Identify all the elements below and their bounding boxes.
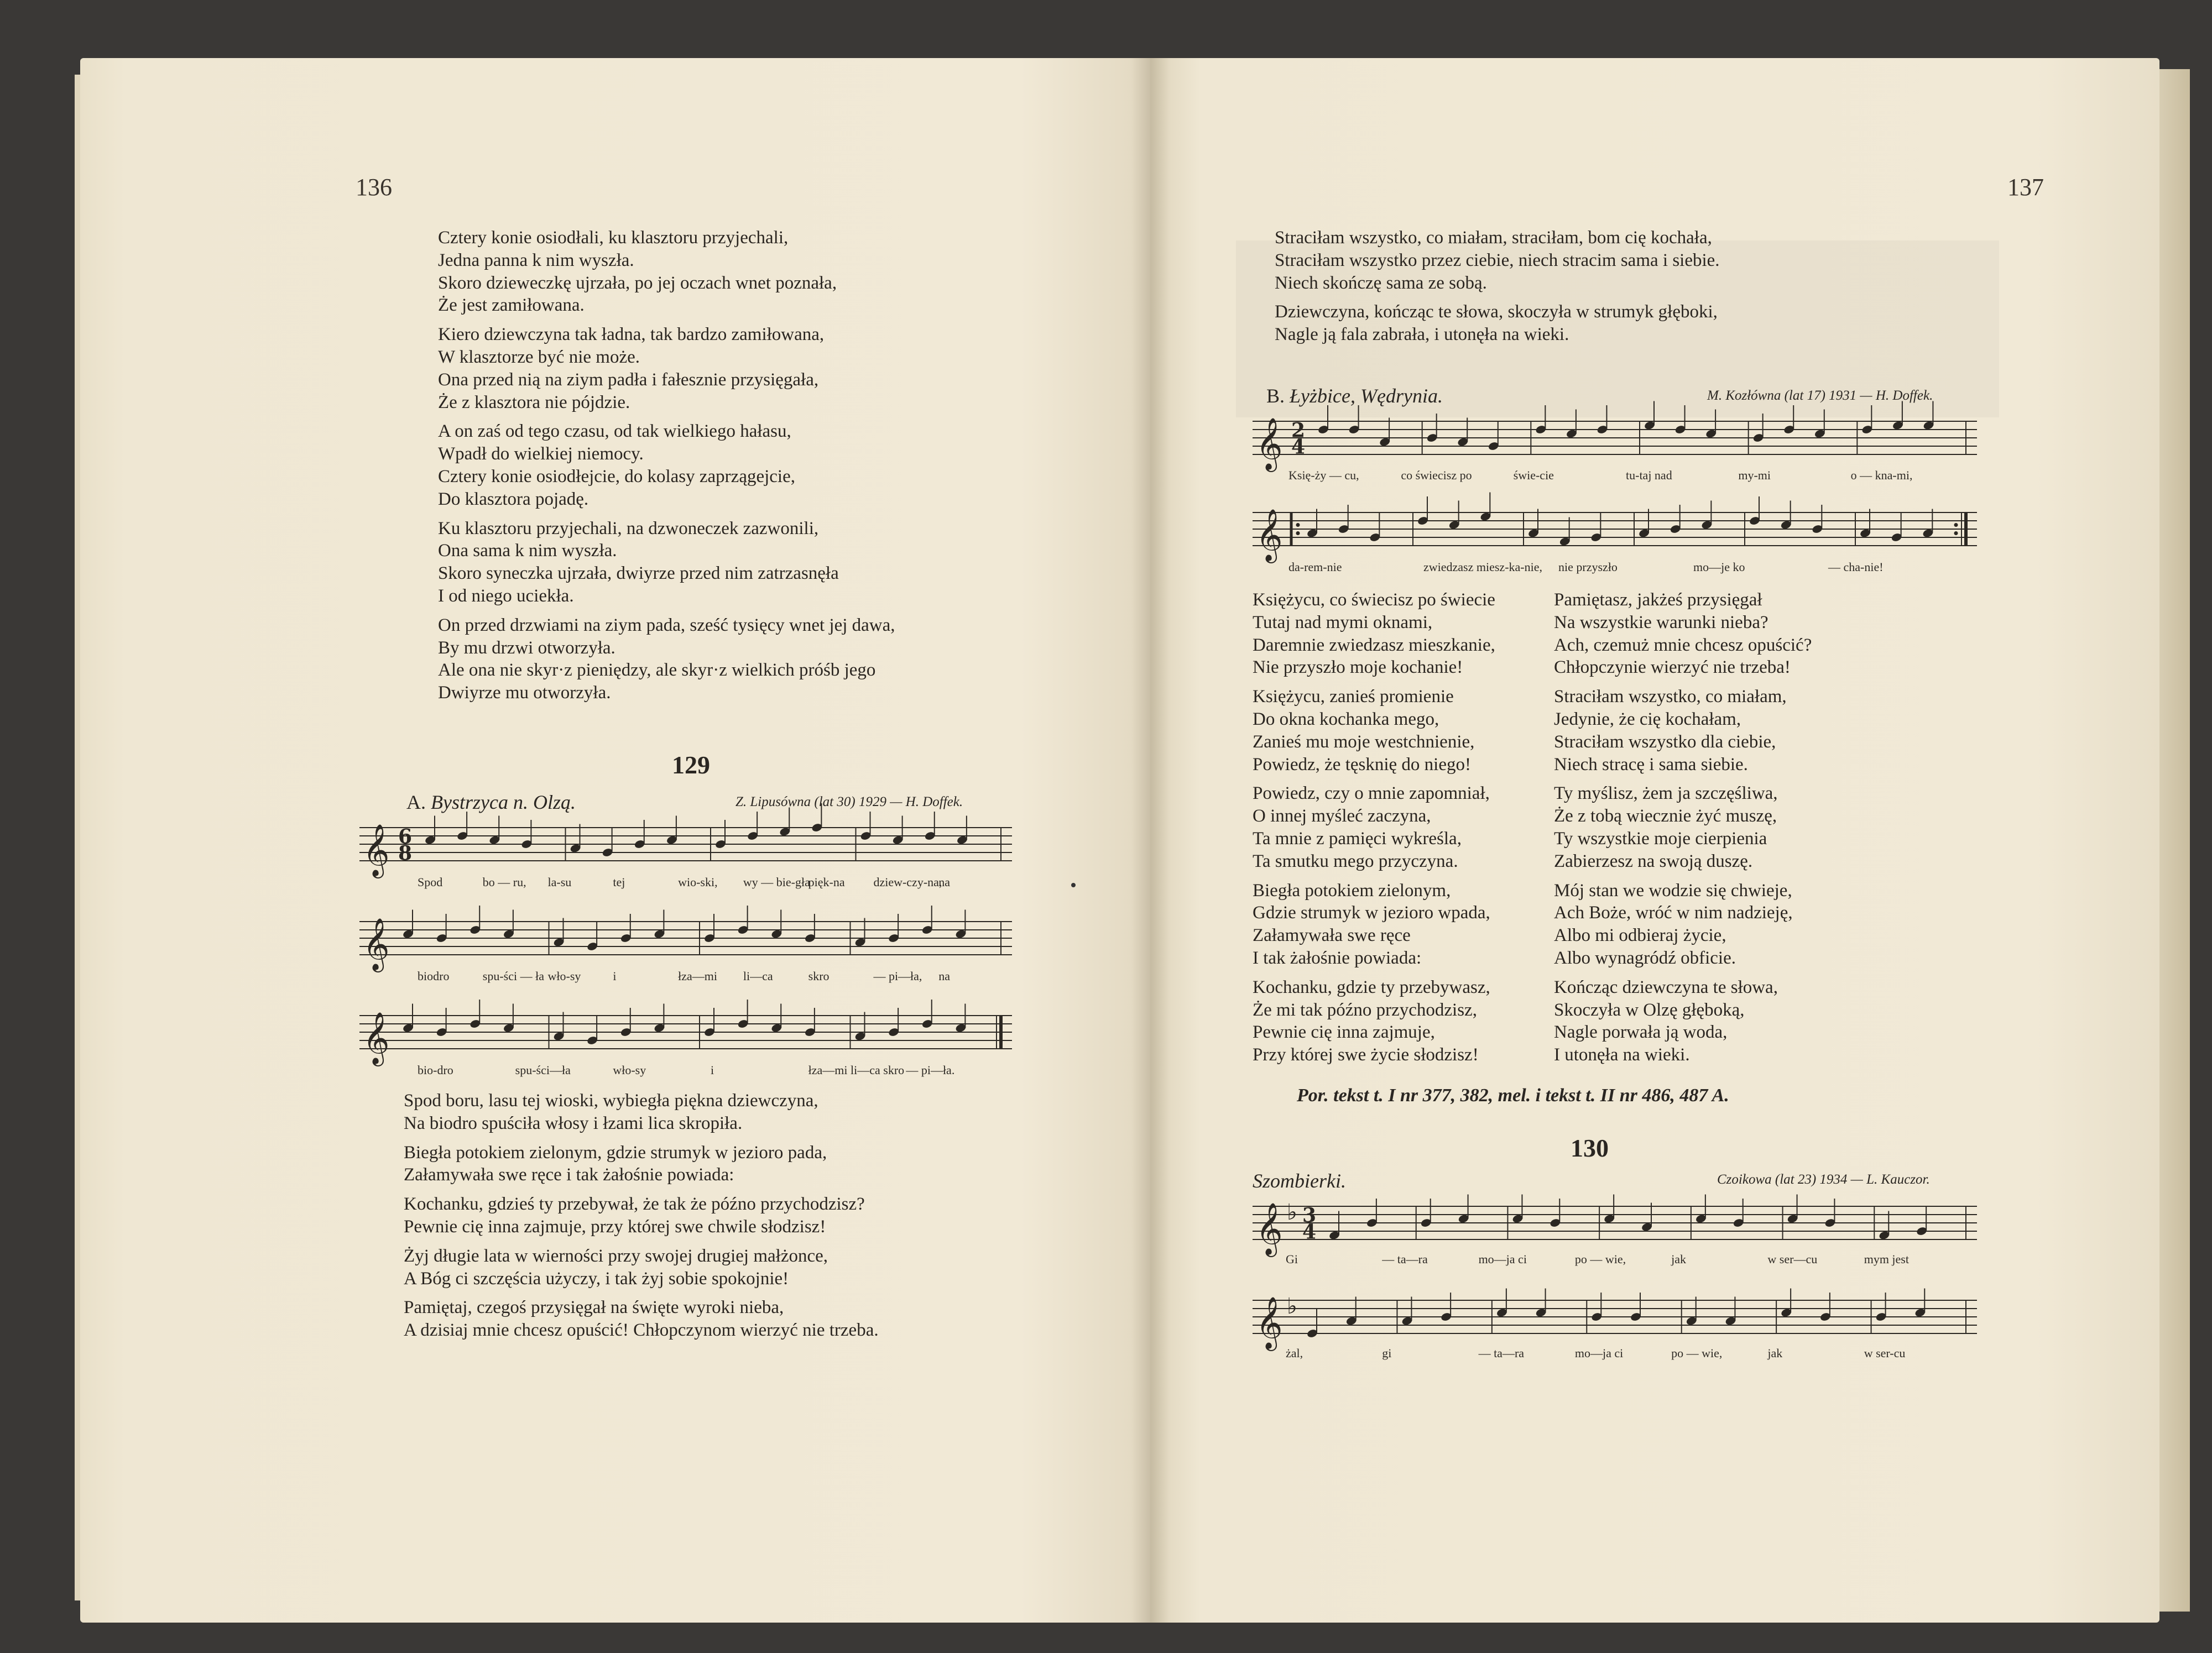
lyric-syllable: mo—ja ci	[1574, 1346, 1624, 1360]
stanza-line: Że z tobą wiecznie żyć muszę,	[1554, 806, 1777, 827]
song-text-line: Na biodro spuściła włosy i łzami lica skropiła.	[404, 1113, 743, 1133]
time-signature-denominator: 8	[398, 841, 413, 865]
repeat-dot	[1954, 531, 1958, 535]
lyric-syllable: o — kna-mi,	[1850, 468, 1913, 482]
stanza-line: Zanieś mu moje westchnienie,	[1253, 731, 1475, 752]
time-signature-denominator: 4	[1291, 435, 1306, 459]
staff-b-line-2	[1253, 506, 1977, 561]
poem-ending	[1275, 227, 1720, 346]
stanza-line: Kończąc dziewczyna te słowa,	[1554, 977, 1778, 997]
poem-line: A on zaś od tego czasu, od tak wielkiego hałasu,	[438, 421, 791, 442]
lyric-syllable: Spod	[418, 875, 443, 889]
lyric-syllable: — pi—ła,	[873, 969, 922, 983]
stanza-line: Albo mi odbieraj życie,	[1554, 925, 1726, 946]
page-number-left: 136	[356, 174, 392, 201]
lyric-syllable: li—ca	[743, 969, 773, 983]
stanza-line: Daremnie zwiedzasz mieszkanie,	[1253, 635, 1495, 655]
right-page	[1150, 58, 2159, 1623]
stanza-line: Ta mnie z pamięci wykreśla,	[1253, 828, 1462, 849]
poem-line: Kiero dziewczyna tak ładna, tak bardzo zamiłowana,	[438, 325, 825, 345]
book-spread	[80, 58, 2159, 1623]
lyric-syllable: po — wie,	[1574, 1252, 1626, 1266]
stanza-line: Niech stracę i sama siebie.	[1554, 754, 1748, 775]
stanza-line: Ty myślisz, żem ja szczęśliwa,	[1554, 783, 1778, 804]
stanza-line: Straciłam wszystko, co miałam,	[1554, 687, 1787, 707]
lyric-syllable: — ta—ra	[1382, 1252, 1428, 1266]
treble-clef-icon: 𝄞	[1256, 1202, 1283, 1255]
lyric-syllable: co świecisz po	[1401, 468, 1472, 482]
stanza-line: Księżycu, co świecisz po świecie	[1253, 590, 1495, 610]
stanza-line: Powiedz, że tęsknię do niego!	[1253, 754, 1471, 775]
lyric-syllable: Księ-ży — cu,	[1288, 468, 1359, 482]
left-page	[80, 58, 1150, 1623]
treble-clef-icon: 𝄞	[363, 824, 390, 876]
staff-129-line-2	[359, 915, 1012, 970]
lyric-syllable: gi	[1382, 1346, 1392, 1360]
stanza-line: Skoczyła w Olzę głęboką,	[1554, 1000, 1745, 1020]
song-130-header	[1253, 1169, 1346, 1192]
song-129-source: Z. Lipusówna (lat 30) 1929 — H. Doffek.	[735, 794, 963, 809]
page-edge-right	[2157, 69, 2190, 1612]
poem-line: Że z klasztora nie pójdzie.	[438, 392, 630, 412]
song-129-variant-header	[406, 791, 576, 814]
poem-line: Nagle ją fala zabrała, i utonęła na wieki.	[1275, 325, 1569, 345]
lyric-syllable: zwiedzasz miesz-ka-nie,	[1423, 560, 1542, 574]
stanza-gap	[404, 1186, 879, 1193]
lyric-syllable: — cha-nie!	[1828, 560, 1884, 574]
gutter-shadow	[1131, 58, 1170, 1623]
poem-line: Skoro dzieweczkę ujrzała, po jej oczach wnet poznała,	[438, 273, 837, 293]
staff-129-line-3	[359, 1009, 1012, 1064]
poem-line: Skoro syneczka ujrzała, dwiyrze przed nim zatrzasnęła	[438, 563, 839, 584]
stanza-line: Jedynie, że cię kochałam,	[1554, 709, 1741, 729]
song-text-line: Pewnie cię inna zajmuje, przy której swe chwile słodzisz!	[404, 1216, 826, 1237]
flat-icon: ♭	[1287, 1200, 1297, 1225]
stanza-line: Załamywała swe ręce	[1253, 925, 1411, 946]
stanza-line: Na wszystkie warunki nieba?	[1554, 612, 1768, 632]
stanza-gap	[1253, 776, 1495, 782]
stanza-line: Ta smutku mego przyczyna.	[1253, 851, 1458, 871]
page-number-right: 137	[2007, 174, 2044, 201]
lyric-syllable: wło-sy	[613, 1063, 646, 1077]
stanza-line: Księżycu, zanieś promienie	[1253, 687, 1454, 707]
time-signature-numerator: 6	[398, 825, 413, 849]
stanza-gap	[1554, 873, 1812, 880]
lyric-syllable: mo—ja ci	[1478, 1252, 1527, 1266]
variant-b-label: B.	[1266, 385, 1285, 407]
poem-line: Niech skończę sama ze sobą.	[1275, 273, 1487, 293]
lyric-syllable: Gi	[1286, 1252, 1298, 1266]
stanza-line: Ty wszystkie moje cierpienia	[1554, 828, 1767, 849]
variant-label: A.	[406, 791, 426, 813]
stanza-line: Straciłam wszystko dla ciebie,	[1554, 731, 1776, 752]
reference-note: Por. tekst t. I nr 377, 382, mel. i tekst t. II nr 486, 487 A.	[1297, 1085, 1729, 1106]
stanza-line: Przy której swe życie słodzisz!	[1253, 1045, 1479, 1065]
stanza-gap	[438, 414, 895, 420]
poem-line: Dwiyrze mu otworzyła.	[438, 683, 611, 703]
stanza-line: Do okna kochanka mego,	[1253, 709, 1439, 729]
lyric-syllable: świe-cie	[1513, 468, 1554, 482]
lyric-syllable: wło-sy	[547, 969, 581, 983]
stanza-line: Gdzie strumyk w jezioro wpada,	[1253, 903, 1490, 923]
lyric-syllable: łza—mi	[678, 969, 717, 983]
stanza-gap	[1253, 970, 1495, 976]
song-text-line: Załamywała swe ręce i tak żałośnie powiada:	[404, 1165, 734, 1185]
stanza-line: Ach, czemuż mnie chcesz opuścić?	[1554, 635, 1812, 655]
poem-line: Cztery konie osiodłali, ku klasztoru przyjechali,	[438, 228, 789, 248]
lyric-syllable: na	[938, 969, 950, 983]
poem-line: I od niego uciekła.	[438, 585, 574, 606]
song-text-line: A dzisiaj mnie chcesz opuścić! Chłopczynom wierzyć nie trzeba.	[404, 1320, 879, 1341]
lyric-syllable: my-mi	[1738, 468, 1771, 482]
lyric-syllable: i	[711, 1063, 714, 1077]
song-129-text	[404, 1090, 879, 1342]
treble-clef-icon: 𝄞	[1256, 1296, 1283, 1349]
stanza-gap	[404, 1135, 879, 1142]
repeat-dot	[1296, 523, 1300, 527]
lyric-syllable: na	[938, 875, 950, 889]
repeat-dot	[1296, 531, 1300, 535]
lyric-syllable: w ser—cu	[1767, 1252, 1818, 1266]
lyric-syllable: wy — bie-gła	[743, 875, 810, 889]
stanza-gap	[404, 1238, 879, 1245]
stanza-gap	[1554, 776, 1812, 782]
treble-clef-icon: 𝄞	[363, 918, 390, 970]
song-130-place: Szombierki.	[1253, 1170, 1346, 1192]
lyric-syllable: spu-ści—ła	[515, 1063, 571, 1077]
stanza-gap	[1554, 970, 1812, 976]
lyric-syllable: dziew-czy-na,	[873, 875, 942, 889]
lyric-syllable: pięk-na	[808, 875, 845, 889]
stanza-line: I utonęła na wieki.	[1554, 1045, 1690, 1065]
lyric-syllable: biodro	[418, 969, 450, 983]
song-number-129: 129	[672, 751, 710, 779]
stanza-line: Powiedz, czy o mnie zapomniał,	[1253, 783, 1490, 804]
time-signature-denominator: 4	[1302, 1220, 1317, 1244]
stanza-line: Mój stan we wodzie się chwieje,	[1554, 880, 1792, 901]
stanza-gap	[1275, 294, 1720, 301]
stanza-gap	[438, 317, 895, 323]
time-signature-numerator: 3	[1302, 1204, 1317, 1227]
song-number-130: 130	[1571, 1134, 1609, 1162]
song-text-line: Żyj długie lata w wierności przy swojej drugiej małżonce,	[404, 1246, 828, 1266]
poem-line: By mu drzwi otworzyła.	[438, 637, 615, 658]
lyric-syllable: tej	[613, 875, 625, 889]
lyric-syllable: po — wie,	[1671, 1346, 1723, 1360]
poem-line: Wpadł do wielkiej niemocy.	[438, 444, 644, 464]
lyric-syllable: bo — ru,	[482, 875, 526, 889]
stanza-line: Nagle porwała ją woda,	[1554, 1022, 1728, 1043]
repeat-dot	[1954, 523, 1958, 527]
song-130-source: Czoikowa (lat 23) 1934 — L. Kauczor.	[1717, 1172, 1930, 1187]
variant-b-text-column-2	[1554, 589, 1812, 1066]
lyric-syllable: w ser-cu	[1864, 1346, 1906, 1360]
lyric-syllable: skro	[808, 969, 830, 983]
treble-clef-icon: 𝄞	[1256, 417, 1283, 470]
poem-line: Ona przed nią na ziym padła i fałesznie przysięgała,	[438, 369, 819, 390]
stanza-line: Zabierzesz na swoją duszę.	[1554, 851, 1753, 871]
treble-clef-icon: 𝄞	[363, 1012, 390, 1064]
stanza-line: Biegła potokiem zielonym,	[1253, 880, 1451, 901]
lyric-syllable: spu-ści — ła	[482, 969, 544, 983]
lyric-syllable: żal,	[1286, 1346, 1303, 1360]
stanza-line: O innej myśleć zaczyna,	[1253, 806, 1431, 827]
staff-129-line-1	[359, 821, 1012, 876]
ink-speck	[1071, 883, 1076, 887]
stanza-gap	[1253, 679, 1495, 686]
lyric-syllable: nie przyszło	[1558, 560, 1618, 574]
stanza-line: Kochanku, gdzie ty przebywasz,	[1253, 977, 1490, 997]
variant-place: Bystrzyca n. Olzą.	[431, 791, 576, 813]
poem-line: Straciłam wszystko przez ciebie, niech stracim sama i siebie.	[1275, 250, 1720, 270]
song-text-line: Biegła potokiem zielonym, gdzie strumyk w jezioro pada,	[404, 1142, 827, 1163]
lyric-syllable: łza—mi li—ca skro	[808, 1063, 905, 1077]
stanza-gap	[1554, 679, 1812, 686]
variant-b-source: M. Kozłówna (lat 17) 1931 — H. Doffek.	[1707, 388, 1933, 403]
stanza-gap	[404, 1290, 879, 1296]
lyric-syllable: mym jest	[1864, 1252, 1909, 1266]
poem-continuation	[438, 227, 895, 704]
staff-b-line-1	[1253, 415, 1977, 470]
stanza-line: Że mi tak późno przychodzisz,	[1253, 1000, 1477, 1020]
lyric-syllable: i	[613, 969, 617, 983]
poem-line: Ona sama k nim wyszła.	[438, 541, 617, 561]
stanza-line: Chłopczynie wierzyć nie trzeba!	[1554, 657, 1791, 678]
flat-icon: ♭	[1287, 1294, 1297, 1319]
stanza-line: Albo wynagródź obficie.	[1554, 948, 1736, 968]
lyric-syllable: — pi—ła.	[906, 1063, 955, 1077]
song-text-line: A Bóg ci szczęścia użyczy, i tak żyj sobie spokojnie!	[404, 1268, 789, 1289]
stanza-line: Ach Boże, wróć w nim nadzieję,	[1554, 903, 1793, 923]
stanza-line: Tutaj nad mymi oknami,	[1253, 612, 1433, 632]
song-text-line: Pamiętaj, czegoś przysięgał na święte wyroki nieba,	[404, 1298, 784, 1318]
poem-line: Cztery konie osiodłejcie, do kolasy zaprzągejcie,	[438, 466, 795, 487]
stanza-line: Nie przyszło moje kochanie!	[1253, 657, 1463, 678]
poem-line: Ku klasztoru przyjechali, na dzwoneczek zazwonili,	[438, 518, 819, 538]
staff-130-line-1	[1253, 1200, 1977, 1255]
stanza-gap	[438, 608, 895, 614]
lyric-syllable: bio-dro	[418, 1063, 453, 1077]
poem-line: Jedna panna k nim wyszła.	[438, 250, 634, 270]
poem-line: On przed drzwiami na ziym pada, sześć tysięcy wnet jej dawa,	[438, 615, 895, 635]
poem-line: W klasztorze być nie może.	[438, 347, 640, 367]
lyric-syllable: la-su	[547, 875, 572, 889]
lyric-syllable: wio-ski,	[678, 875, 718, 889]
lyric-syllable: jak	[1767, 1346, 1783, 1360]
lyric-syllable: mo—je ko	[1693, 560, 1745, 574]
poem-line: Straciłam wszystko, co miałam, straciłam, bom cię kochała,	[1275, 228, 1712, 248]
song-text-line: Kochanku, gdzieś ty przebywał, że tak że późno przychodzisz?	[404, 1194, 865, 1215]
lyric-syllable: jak	[1671, 1252, 1687, 1266]
variant-b-place: Łyżbice, Wędrynia.	[1290, 385, 1443, 407]
poem-line: Do klasztora pojadę.	[438, 489, 589, 509]
lyric-syllable: — ta—ra	[1478, 1346, 1525, 1360]
treble-clef-icon: 𝄞	[1256, 509, 1283, 561]
stanza-gap	[438, 511, 895, 517]
variant-b-text-column-1	[1253, 589, 1495, 1066]
poem-line: Że jest zamiłowana.	[438, 295, 585, 316]
time-signature-numerator: 2	[1291, 419, 1306, 442]
song-text-line: Spod boru, lasu tej wioski, wybiegła piękna dziewczyna,	[404, 1091, 818, 1111]
poem-line: Ale ona nie skyr·z pieniędzy, ale skyr·z wielkich próśb jego	[438, 660, 876, 681]
lyric-syllable: tu-taj nad	[1626, 468, 1672, 482]
staff-130-line-2	[1253, 1294, 1977, 1349]
stanza-line: Pewnie cię inna zajmuje,	[1253, 1022, 1435, 1043]
poem-line: Dziewczyna, kończąc te słowa, skoczyła w strumyk głęboki,	[1275, 302, 1718, 322]
lyric-syllable: da-rem-nie	[1288, 560, 1342, 574]
stanza-line: Pamiętasz, jakżeś przysięgał	[1554, 590, 1762, 610]
stanza-gap	[1253, 873, 1495, 880]
stanza-line: I tak żałośnie powiada:	[1253, 948, 1422, 968]
variant-b-header	[1266, 384, 1443, 407]
